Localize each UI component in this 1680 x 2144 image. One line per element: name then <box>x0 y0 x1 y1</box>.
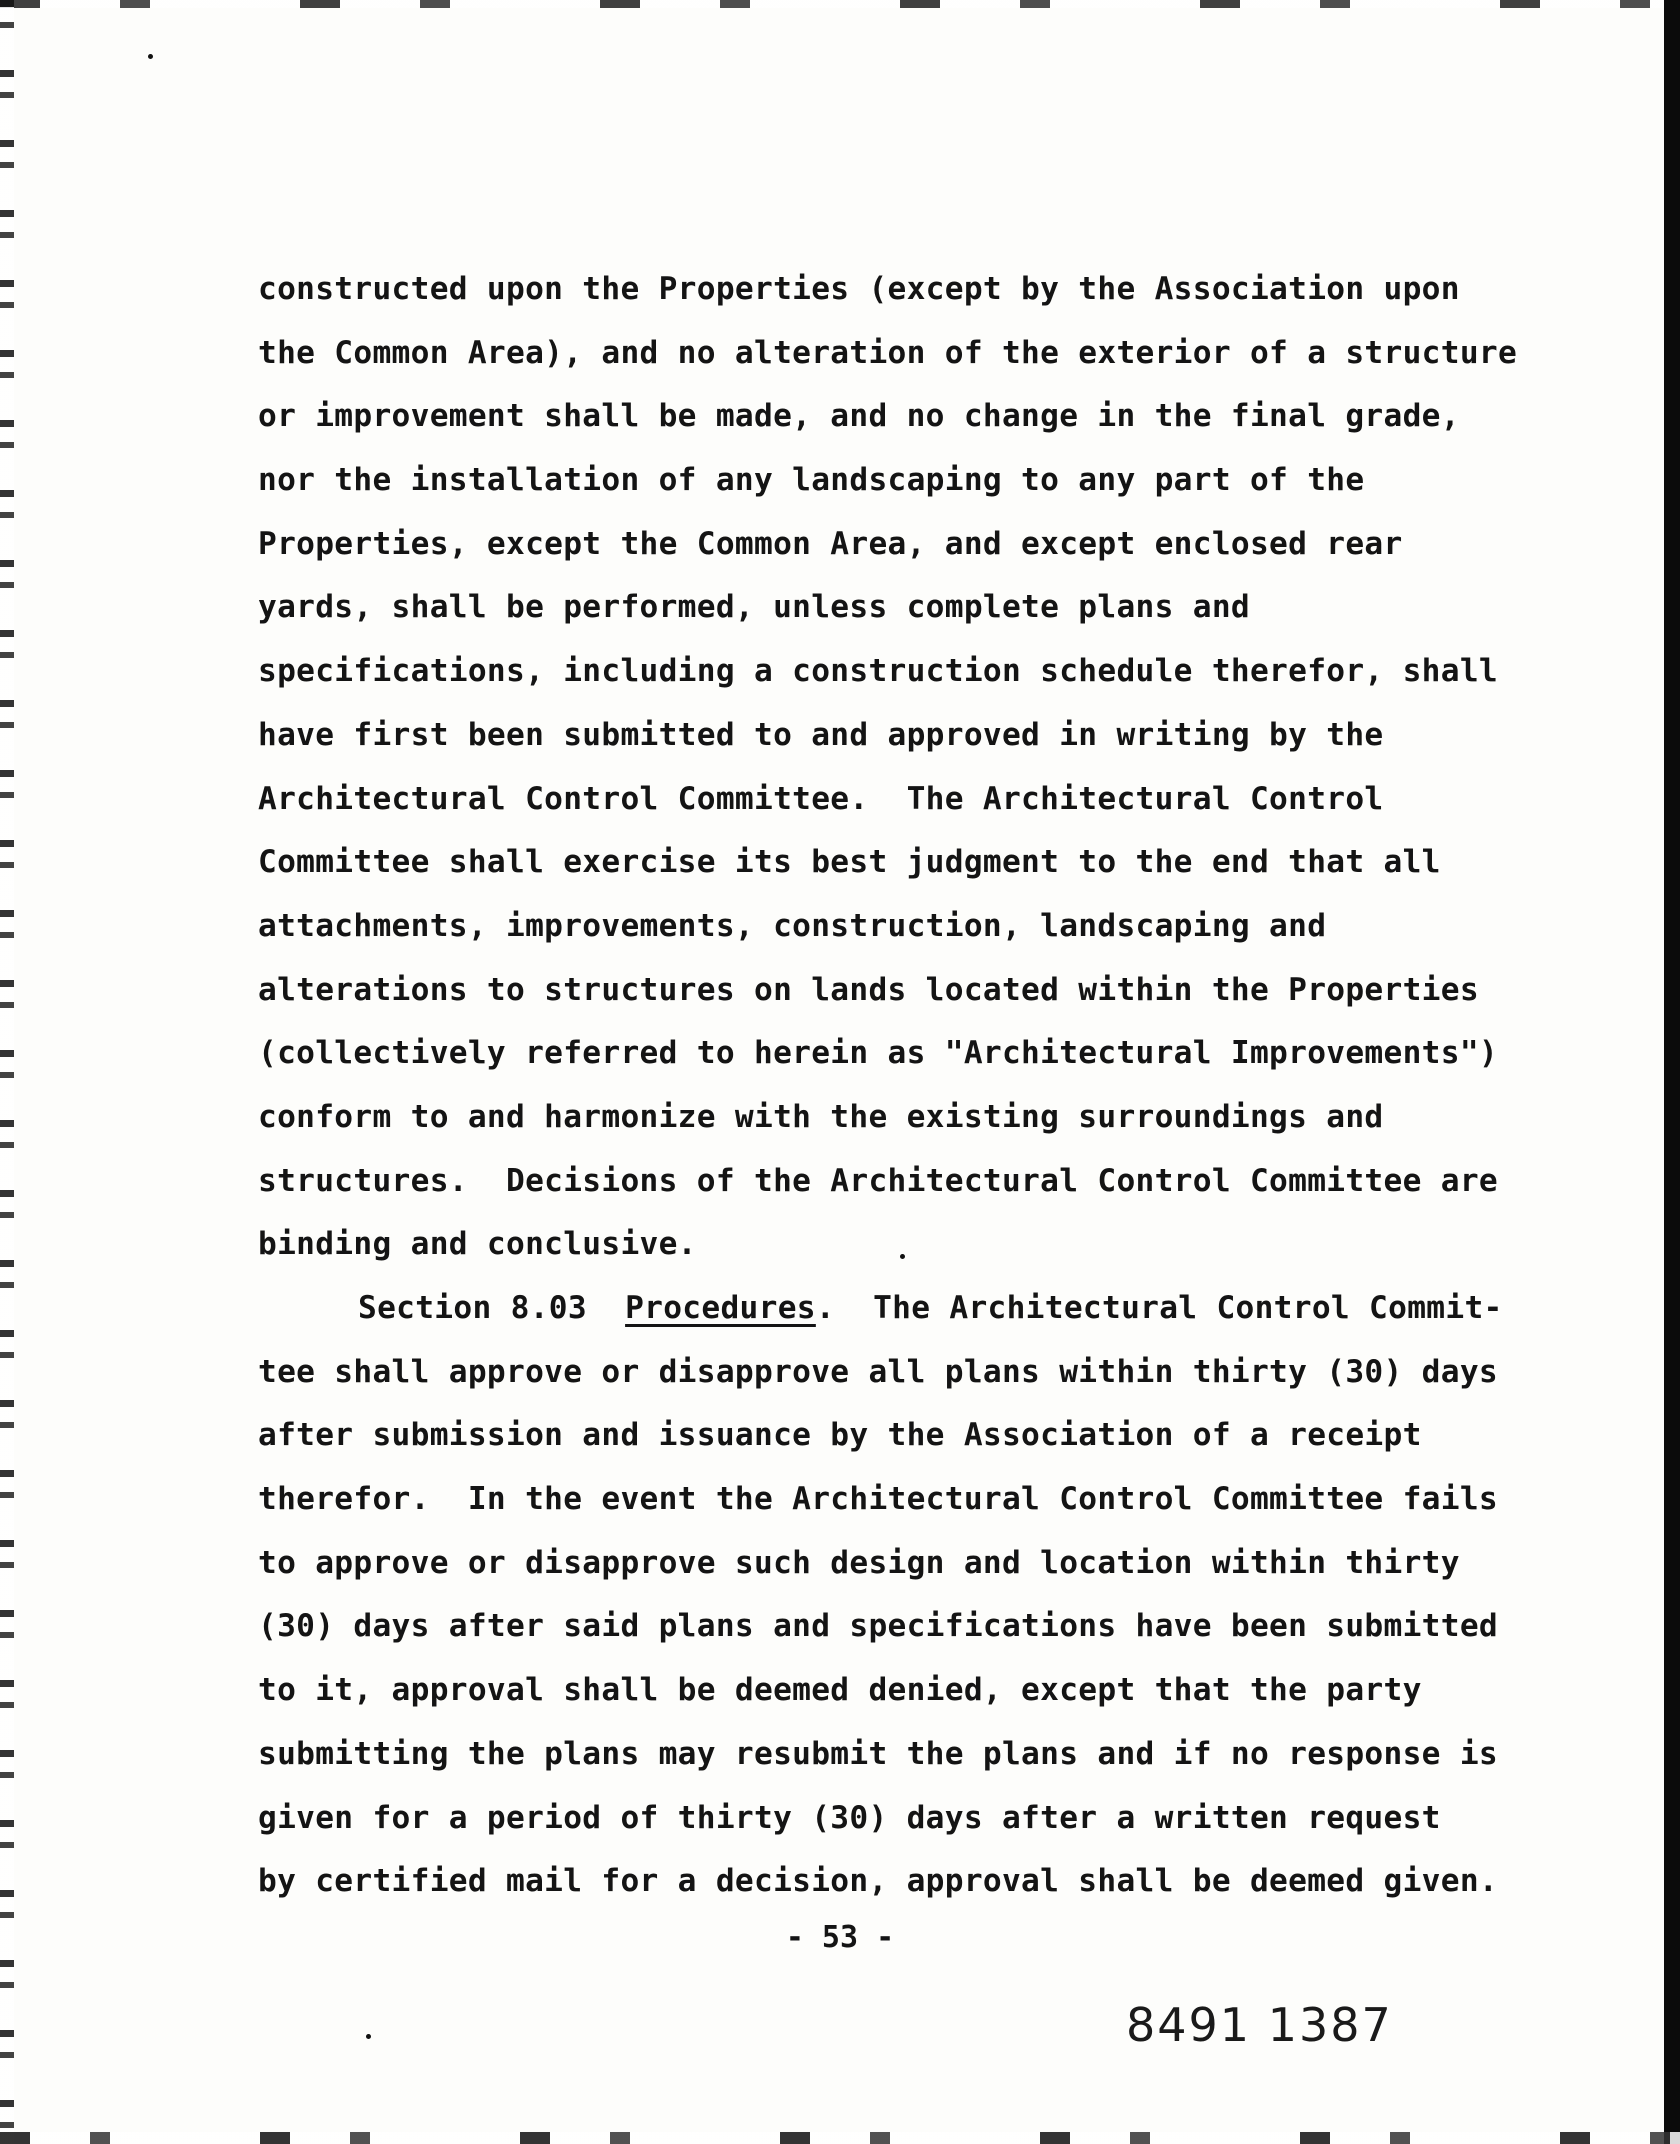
section-label: Section 8.03 <box>358 1290 587 1326</box>
section-first-line <box>258 1277 1578 1341</box>
text-line: Properties, except the Common Area, and except enclosed rear <box>258 525 1403 562</box>
text-line: or improvement shall be made, and no change in the final grade, <box>258 398 1460 435</box>
text-line: therefor. In the event the Architectural Control Committee fails <box>258 1481 1498 1518</box>
scan-edge-bottom <box>0 2132 1680 2144</box>
text-line: attachments, improvements, construction, landscaping and <box>258 907 1327 944</box>
section-first-line-rest: . The Architectural Control Commit- <box>815 1290 1503 1326</box>
text-line: alterations to structures on lands located within the Properties <box>258 971 1479 1008</box>
text-line: specifications, including a construction schedule therefor, shall <box>258 653 1498 690</box>
text-line: nor the installation of any landscaping to any part of the <box>258 462 1365 499</box>
text-line: Architectural Control Committee. The Architectural Control <box>258 780 1384 817</box>
recording-stamp: 8491 1387 <box>1126 1998 1393 2052</box>
scan-speck <box>148 54 153 59</box>
text-line: conform to and harmonize with the existing surroundings and <box>258 1098 1384 1135</box>
scan-speck <box>366 2034 371 2039</box>
text-line: (30) days after said plans and specifications have been submitted <box>258 1608 1498 1645</box>
text-line: to it, approval shall be deemed denied, except that the party <box>258 1672 1422 1709</box>
document-body <box>258 258 1578 1914</box>
text-line: yards, shall be performed, unless complete plans and <box>258 589 1250 626</box>
text-line: Committee shall exercise its best judgment to the end that all <box>258 844 1441 881</box>
page-number: - 53 - <box>785 1920 895 1955</box>
text-line: to approve or disapprove such design and location within thirty <box>258 1544 1460 1581</box>
text-line: structures. Decisions of the Architectural Control Committee are <box>258 1162 1498 1199</box>
scan-edge-left <box>0 0 14 2144</box>
text-line: have first been submitted to and approved in writing by the <box>258 716 1384 753</box>
text-line: tee shall approve or disapprove all plans within thirty (30) days <box>258 1353 1498 1390</box>
section-8-03 <box>258 1277 1578 1914</box>
paragraph <box>258 258 1578 1277</box>
scan-edge-top <box>0 0 1680 8</box>
text-line: (collectively referred to herein as "Architectural Improvements") <box>258 1035 1498 1072</box>
text-line: constructed upon the Properties (except by the Association upon <box>258 271 1460 307</box>
text-line: after submission and issuance by the Association of a receipt <box>258 1417 1422 1454</box>
text-line: binding and conclusive. <box>258 1226 697 1263</box>
text-line: the Common Area), and no alteration of the exterior of a structure <box>258 334 1518 371</box>
scan-edge-right <box>1664 0 1680 2144</box>
section-heading: Procedures <box>625 1290 816 1326</box>
text-line: given for a period of thirty (30) days after a written request <box>258 1799 1441 1836</box>
text-line: submitting the plans may resubmit the plans and if no response is <box>258 1735 1498 1772</box>
text-line: by certified mail for a decision, approval shall be deemed given. <box>258 1863 1498 1900</box>
